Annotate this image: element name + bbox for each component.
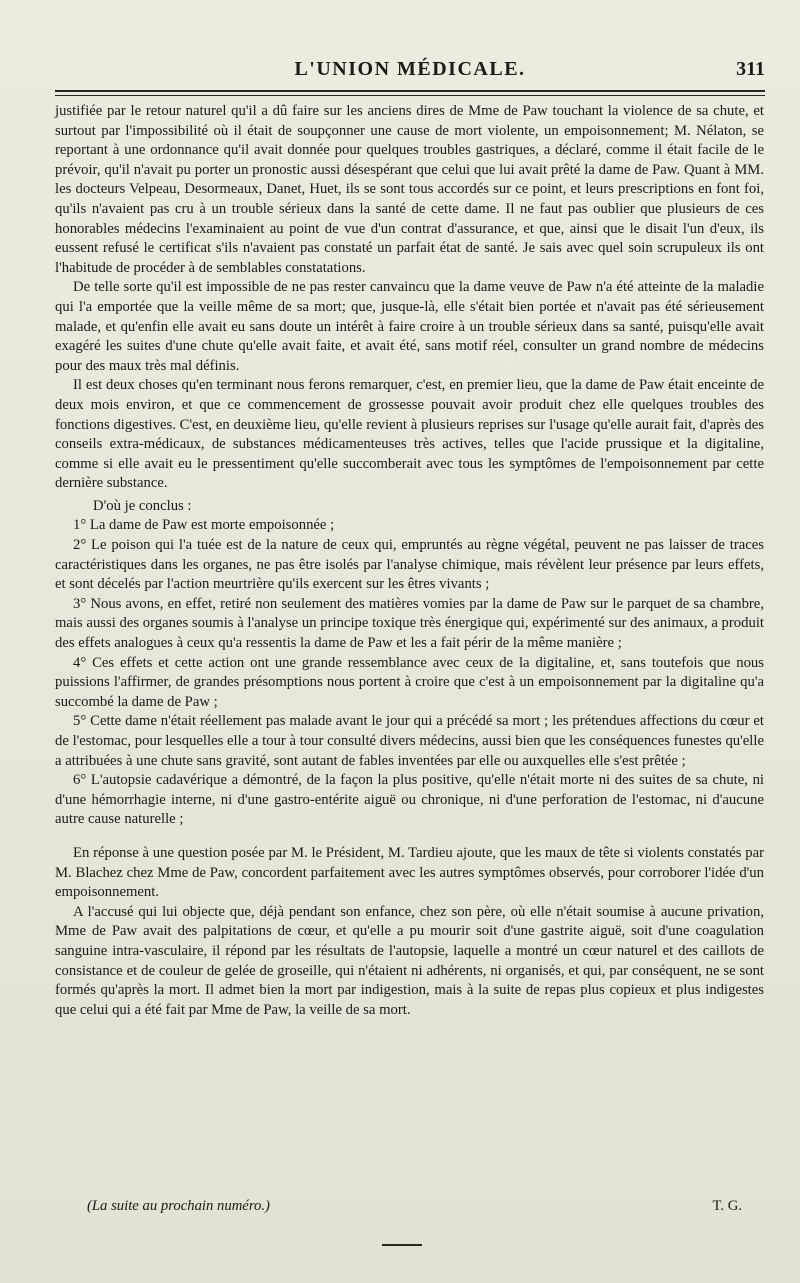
continued-note: (La suite au prochain numéro.) bbox=[87, 1198, 270, 1214]
article-footer bbox=[55, 1198, 764, 1220]
end-rule bbox=[382, 1244, 422, 1246]
conclusion-item: 4° Ces effets et cette action ont une grande ressemblance avec ceux de la digitaline, et, sans toutefois que nous puissions l'affirmer, de grandes présomptions nous portent à croire que c'est à un empoisonnement par la digitaline qu'a succombé la dame de Paw ; bbox=[55, 654, 764, 710]
header-rule bbox=[55, 90, 765, 96]
paragraph: justifiée par le retour naturel qu'il a dû faire sur les anciens dires de Mme de Paw touchant la violence de sa chute, et surtout par l'impossibilité où il était de soupçonner une cause de mort violente, un empoisonnement; M. Nélaton, se reportant à une ordonnance qu'il avait donnée pour quelques troubles gastriques, a déclaré, comme il était facile de le prévoir, qu'il n'avait pu porter un pronostic aussi désespérant que celui que lui avait prêté la dame de Paw. Quant à MM. les docteurs Velpeau, Desormeaux, Danet, Huet, ils se sont tous accordés sur ce point, et leurs prescriptions en font foi, qu'ils n'avaient pas cru à un trouble sérieux dans la santé de cette dame. Il ne faut pas oublier que plusieurs de ces honorables médecins l'examinaient au point de vue d'un contrat d'assurance, et que, ainsi que le disait l'un d'eux, ils eussent refusé le certificat s'ils n'avaient pas constaté un parfait état de santé. Je sais avec quel soin scrupuleux ils ont l'habitude de procéder à de semblables constatations. bbox=[55, 103, 764, 276]
author-initials: T. G. bbox=[712, 1198, 742, 1214]
conclusion-item: 3° Nous avons, en effet, retiré non seulement des matières vomies par la dame de Paw sur le parquet de sa chambre, mais aussi des organes soumis à l'analyse un principe toxique très énergique qui, expérimenté sur des animaux, a produit des effets analogues à ceux qu'a ressentis la dame de Paw et les a fait périr de la même manière ; bbox=[55, 595, 764, 652]
conclusion-item: 2° Le poison qui l'a tuée est de la nature de ceux qui, empruntés au règne végétal, peuvent ne pas laisser de traces caractéristiques dans les organes, ne pas être isolés par l'analyse chimique, mais révèlent leur présence par leurs effets, et sont décelés par l'action meurtrière qu'ils exercent sur les êtres vivants ; bbox=[55, 537, 764, 593]
paragraph: Il est deux choses qu'en terminant nous ferons remarquer, c'est, en premier lieu, que la dame de Paw était enceinte de deux mois environ, et que ce commencement de grossesse pouvait avoir produit chez elle quelques troubles des fonctions digestives. C'est, en deuxième lieu, qu'elle revient à plusieurs reprises sur l'usage qu'elle aurait fait, d'après des conseils extra-médicaux, de substances médicamenteuses très actives, telles que l'acide prussique et la digitaline, comme si elle avait eu le pressentiment qu'elle succomberait avec tous les symptômes de l'empoisonnement par cette dernière substance. bbox=[55, 377, 764, 492]
conclusion-item: 6° L'autopsie cadavérique a démontré, de la façon la plus positive, qu'elle n'était morte ni des suites de sa chute, ni d'une hémorrhagie interne, ni d'une gastro-entérite aiguë ou chronique, ni d'une perforation de l'estomac, ni d'aucune autre cause naturelle ; bbox=[55, 772, 764, 828]
page-number: 311 bbox=[736, 58, 765, 80]
journal-title: L'UNION MÉDICALE. bbox=[294, 58, 526, 80]
conclusion-heading: D'où je conclus : bbox=[93, 497, 192, 514]
conclusion-item: 5° Cette dame n'était réellement pas malade avant le jour qui a précédé sa mort ; les prétendues affections du cœur et de l'estomac, pour lesquelles elle a tour à tour consulté divers médecins, aussi bien que les conséquences funestes qu'elle a attribuées à une chute sans gravité, sont autant de fables inventées par elle ou auxquelles elle s'est prêtée ; bbox=[55, 713, 764, 769]
article-body bbox=[55, 102, 764, 1020]
conclusion-item: 1° La dame de Paw est morte empoisonnée ; bbox=[73, 517, 335, 534]
running-header bbox=[55, 52, 765, 92]
paragraph: De telle sorte qu'il est impossible de ne pas rester canvaincu que la dame veuve de Paw n'a été atteinte de la maladie qui l'a emportée que la veille même de sa mort; que, jusque-là, elle s'était bien portée et n'avait pas été sérieusement malade, et qu'enfin elle avait eu sans doute un intérêt à faire croire à un trouble sérieux dans sa santé, puisqu'elle avait exagéré les suites d'une chute qu'elle avait faite, et avait été, sans motif réel, consulter un grand nombre de médecins pour des maux très mal définis. bbox=[55, 279, 764, 374]
paragraph: A l'accusé qui lui objecte que, déjà pendant son enfance, chez son père, où elle n'était soumise à aucune privation, Mme de Paw avait des palpitations de cœur, et qu'elle a pu mourir soit d'une gastrite aiguë, soit d'une coagulation sanguine intra-vasculaire, il répond par les résultats de l'autopsie, laquelle a montré un cœur naturel et des caillots de consistance et de couleur de gelée de groseille, qui n'étaient ni adhérents, ni organisés, et qui, par conséquent, ne se sont formés qu'après la mort. Il admet bien la mort par indigestion, mais à la suite de repas plus copieux et plus indigestes que celui qui a été fait par Mme de Paw, la veille de sa mort. bbox=[55, 903, 764, 1018]
paragraph: En réponse à une question posée par M. le Président, M. Tardieu ajoute, que les maux de tête si violents constatés par M. Blachez chez Mme de Paw, concordent parfaitement avec les autres symptômes observés, pour corroborer l'idée d'un empoisonnement. bbox=[55, 844, 764, 901]
